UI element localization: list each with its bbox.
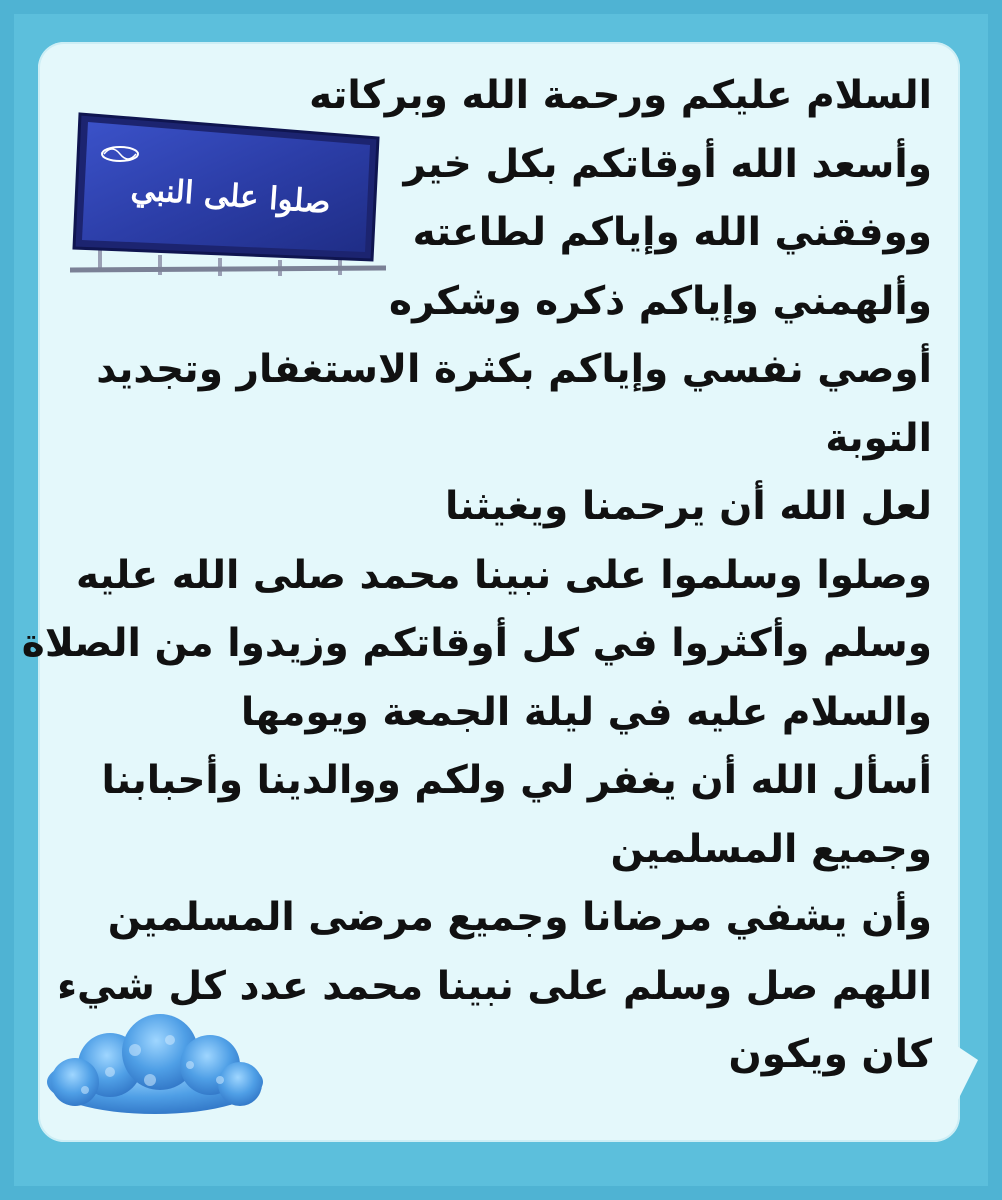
cloud-icon [40, 1010, 270, 1120]
message-line: أوصي نفسي وإياكم بكثرة الاستغفار وتجديد [96, 347, 932, 392]
message-line: التوبة [825, 415, 932, 461]
sign-text: صلوا على النبي [129, 171, 332, 221]
message-line: أسأل الله أن يغفر لي ولكم ووالدينا وأحبابنا [101, 758, 932, 803]
message-line: السلام عليكم ورحمة الله وبركاته [309, 73, 932, 118]
message-line: وجميع المسلمين [610, 826, 932, 872]
message-line: وألهمني وإياكم ذكره وشكره [389, 278, 932, 324]
message-line: وصلوا وسلموا على نبينا محمد صلى الله عليه [76, 552, 932, 598]
message-line: اللهم صل وسلم على نبينا محمد عدد كل شيء [57, 963, 932, 1009]
message-text [21, 62, 932, 1090]
message-line: وأن يشفي مرضانا وجميع مرضى المسلمين [107, 895, 932, 940]
bubble-tail [948, 1040, 978, 1120]
message-line: لعل الله أن يرحمنا ويغيثنا [444, 484, 932, 529]
message-line: ووفقني الله وإياكم لطاعته [412, 210, 932, 255]
message-line: كان ويكون [728, 1032, 932, 1077]
message-line: وسلم وأكثروا في كل أوقاتكم وزيدوا من الصلاة [21, 621, 932, 666]
message-line: وأسعد الله أوقاتكم بكل خير [403, 141, 932, 187]
message-line: والسلام عليه في ليلة الجمعة ويومها [240, 689, 932, 735]
